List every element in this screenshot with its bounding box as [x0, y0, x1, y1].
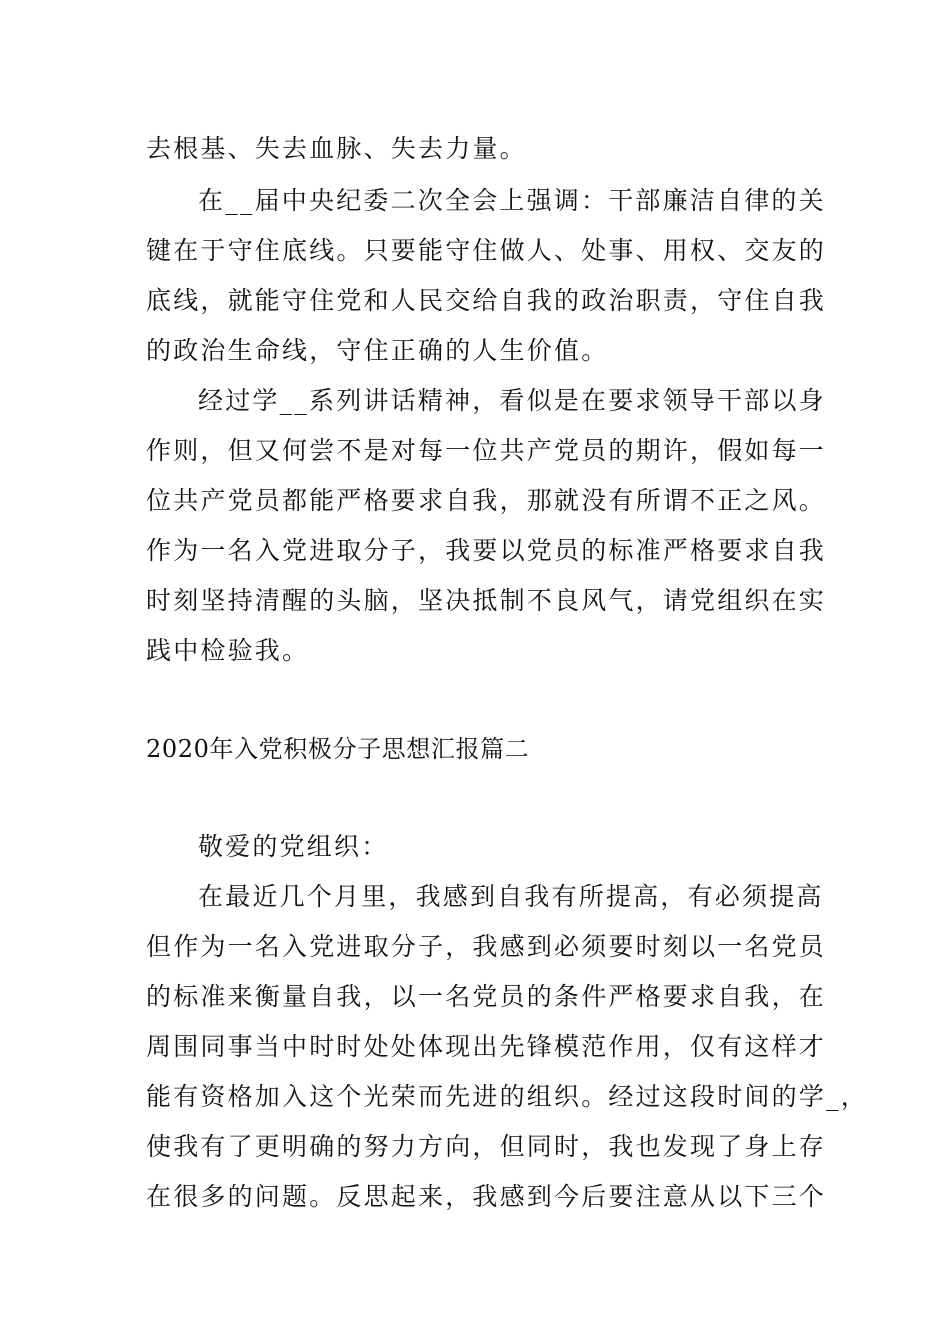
paragraph-line: 键在于守住底线。只要能守住做人、处事、用权、交友的	[146, 236, 827, 265]
paragraph-line: 作为一名入党进取分子，我要以党员的标准严格要求自我	[146, 536, 827, 565]
paragraph-line: 时刻坚持清醒的头脑，坚决抵制不良风气，请党组织在实	[146, 586, 827, 615]
paragraph-line: 能有资格加入这个光荣而先进的组织。经过这段时间的学_，	[146, 1082, 868, 1111]
paragraph-line: 在__届中央纪委二次全会上强调：干部廉洁自律的关	[198, 186, 826, 215]
paragraph-line: 底线，就能守住党和人民交给自我的政治职责，守住自我	[146, 286, 827, 315]
paragraph-line: 的政治生命线，守住正确的人生价值。	[146, 336, 609, 365]
salutation: 敬爱的党组织：	[198, 832, 389, 861]
paragraph-line: 在很多的问题。反思起来，我感到今后要注意从以下三个	[146, 1182, 827, 1211]
paragraph-line: 周围同事当中时时处处体现出先锋模范作用，仅有这样才	[146, 1032, 827, 1061]
paragraph-line: 在最近几个月里，我感到自我有所提高，有必须提高	[198, 882, 824, 911]
paragraph-line: 但作为一名入党进取分子，我感到必须要时刻以一名党员	[146, 932, 827, 961]
paragraph-line: 作则，但又何尝不是对每一位共产党员的期许，假如每一	[146, 436, 827, 465]
paragraph-line: 去根基、失去血脉、失去力量。	[146, 134, 527, 163]
paragraph-line: 经过学__系列讲话精神，看似是在要求领导干部以身	[198, 386, 826, 415]
paragraph-line: 的标准来衡量自我，以一名党员的条件严格要求自我，在	[146, 982, 827, 1011]
paragraph-line: 使我有了更明确的努力方向，但同时，我也发现了身上存	[146, 1132, 827, 1161]
paragraph-line: 位共产党员都能严格要求自我，那就没有所谓不正之风。	[146, 486, 827, 515]
section-heading: 2020年入党积极分子思想汇报篇二	[146, 735, 530, 763]
paragraph-line: 践中检验我。	[146, 636, 310, 665]
